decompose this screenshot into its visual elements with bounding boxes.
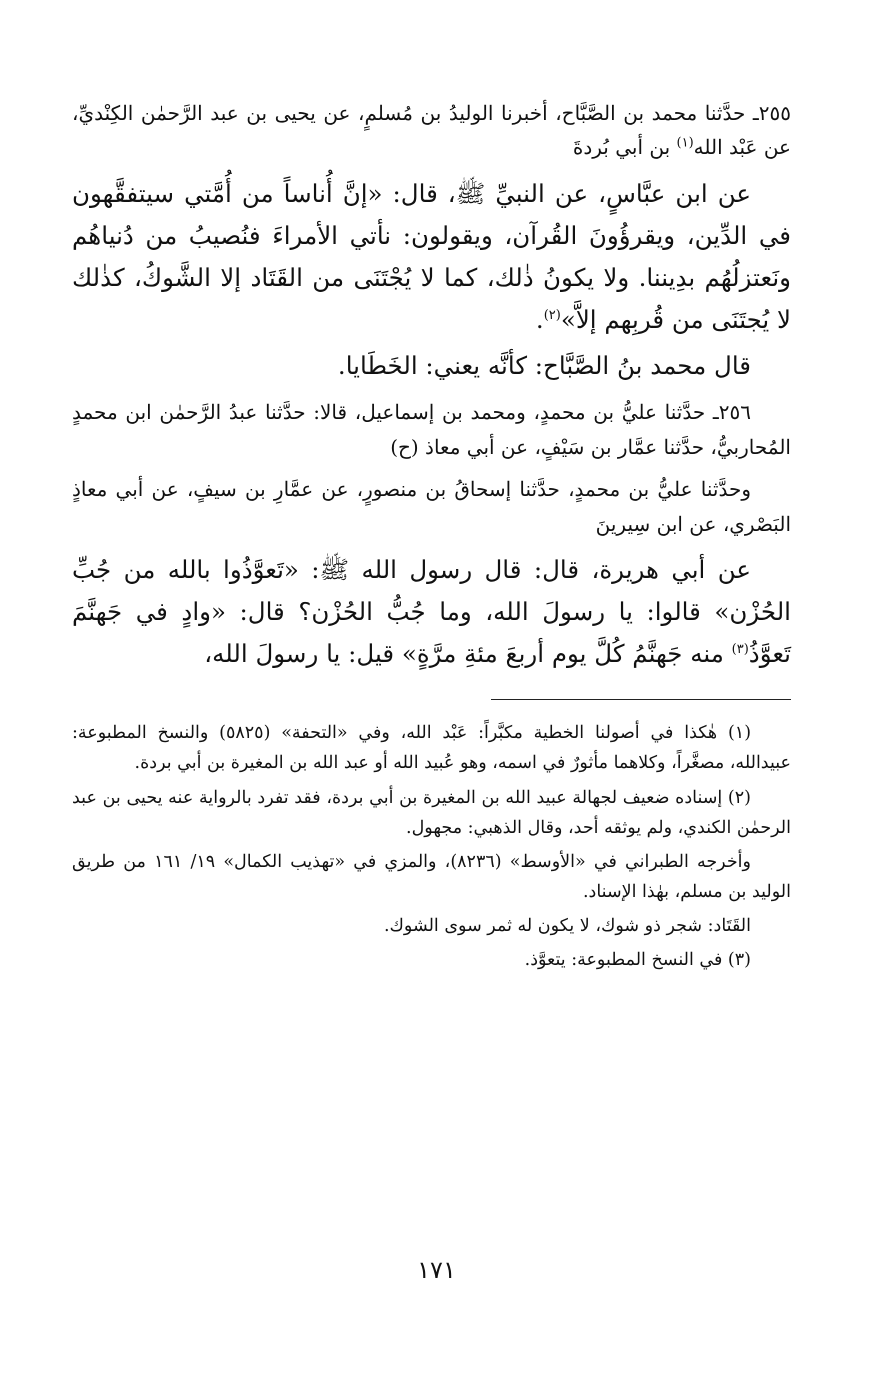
footnote-1: (١) هٰكذا في أصولنا الخطية مكبَّراً: عَبْد الله، وفي «التحفة» (٥٨٢٥) والنسخ المطبوعة: عبيدالله، مصغَّراً، وكلاهما مأثورٌ في اسمه، وهو عُبيد الله أو عبد الله بن المغيرة بن أبي بردة. <box>72 723 791 774</box>
footnotes <box>72 718 791 975</box>
footnote-2-gloss: القَتَاد: شجر ذو شوك، لا يكون له ثمر سوى الشوك. <box>383 915 751 936</box>
footnote-ref-3[interactable]: (٣) <box>731 642 749 658</box>
footnote-2-takhrij: وأخرجه الطبراني في «الأوسط» (٨٢٣٦)، والمزي في «تهذيب الكمال» ١٩/ ١٦١ من طريق الوليد بن مسلم، بهٰذا الإسناد. <box>72 851 791 902</box>
footnote-2: (٢) إسناده ضعيف لجهالة عبيد الله بن المغيرة بن أبي بردة، فقد تفرد بالرواية عنه يحيى بن عبد الرحمٰن الكندي، ولم يوثقه أحد، وقال الذهبي: مجهول. <box>72 787 791 838</box>
footnote-ref-1[interactable]: (١) <box>676 135 694 151</box>
hadith-255-matn: عن ابن عبَّاسٍ، عن النبيِّ ﷺ، قال: «إنَّ أُناساً من أُمَّتي سيتفقَّهون في الدِّين، ويقرؤُونَ القُرآن، ويقولون: نأتي الأمراءَ فنُصيبُ من دُنياهُم ونَعتزلُهُم بدِيننا. ولا يكونُ ذٰلك، كما لا يُجْتَنَى من القَتَاد إلا الشَّوكُ، كذٰلك لا يُجتَنَى من قُربِهم إلاَّ»$^{(٢)}$. <box>72 178 791 335</box>
footnote-separator-wrap <box>72 685 791 700</box>
footnote-separator <box>491 699 791 700</box>
footnote-3: (٣) في النسخ المطبوعة: يتعوَّذ. <box>524 950 751 970</box>
hadith-256-isnad-1: ٢٥٦ـ حدَّثنا عليُّ بن محمدٍ، ومحمد بن إسماعيل، قالا: حدَّثنا عبدُ الرَّحمٰن ابن محمدٍ المُحاربيُّ، حدَّثنا عمَّار بن سَيْفٍ، عن أبي معاذ (ح) <box>72 400 791 459</box>
hadith-256-matn: عن أبي هريرة، قال: قال رسول الله ﷺ: «تَعوَّذُوا بالله من جُبِّ الحُزْن» قالوا: يا رسولَ الله، وما جُبُّ الحُزْن؟ قال: «وادٍ في جَهنَّمَ تَعوَّذُ$^{(٣)}$ منه جَهنَّمُ كُلَّ يوم أربعَ مئةِ مرَّةٍ» قيل: يا رسولَ الله، <box>72 554 791 669</box>
page-number: ١٧١ <box>417 1256 456 1284</box>
hadith-256-isnad-2: وحدَّثنا عليُّ بن محمدٍ، حدَّثنا إسحاقُ بن منصورٍ، عن عمَّارِ بن سيفٍ، عن أبي معاذٍ البَصْري، عن ابن سِيرينَ <box>72 477 791 536</box>
hadith-255-qala: قال محمد بنُ الصَّبَّاح: كأنَّه يعني: الخَطَايا. <box>337 351 751 381</box>
hadith-255-isnad: ٢٥٥ـ حدَّثنا محمد بن الصَّبَّاح، أخبرنا الوليدُ بن مُسلمٍ، عن يحيى بن عبد الرَّحمٰن الكِنْديِّ، عن عَبْد الله$^{(١)}$ بن أبي بُردةَ <box>72 101 791 160</box>
footnote-ref-2[interactable]: (٢) <box>543 308 561 323</box>
